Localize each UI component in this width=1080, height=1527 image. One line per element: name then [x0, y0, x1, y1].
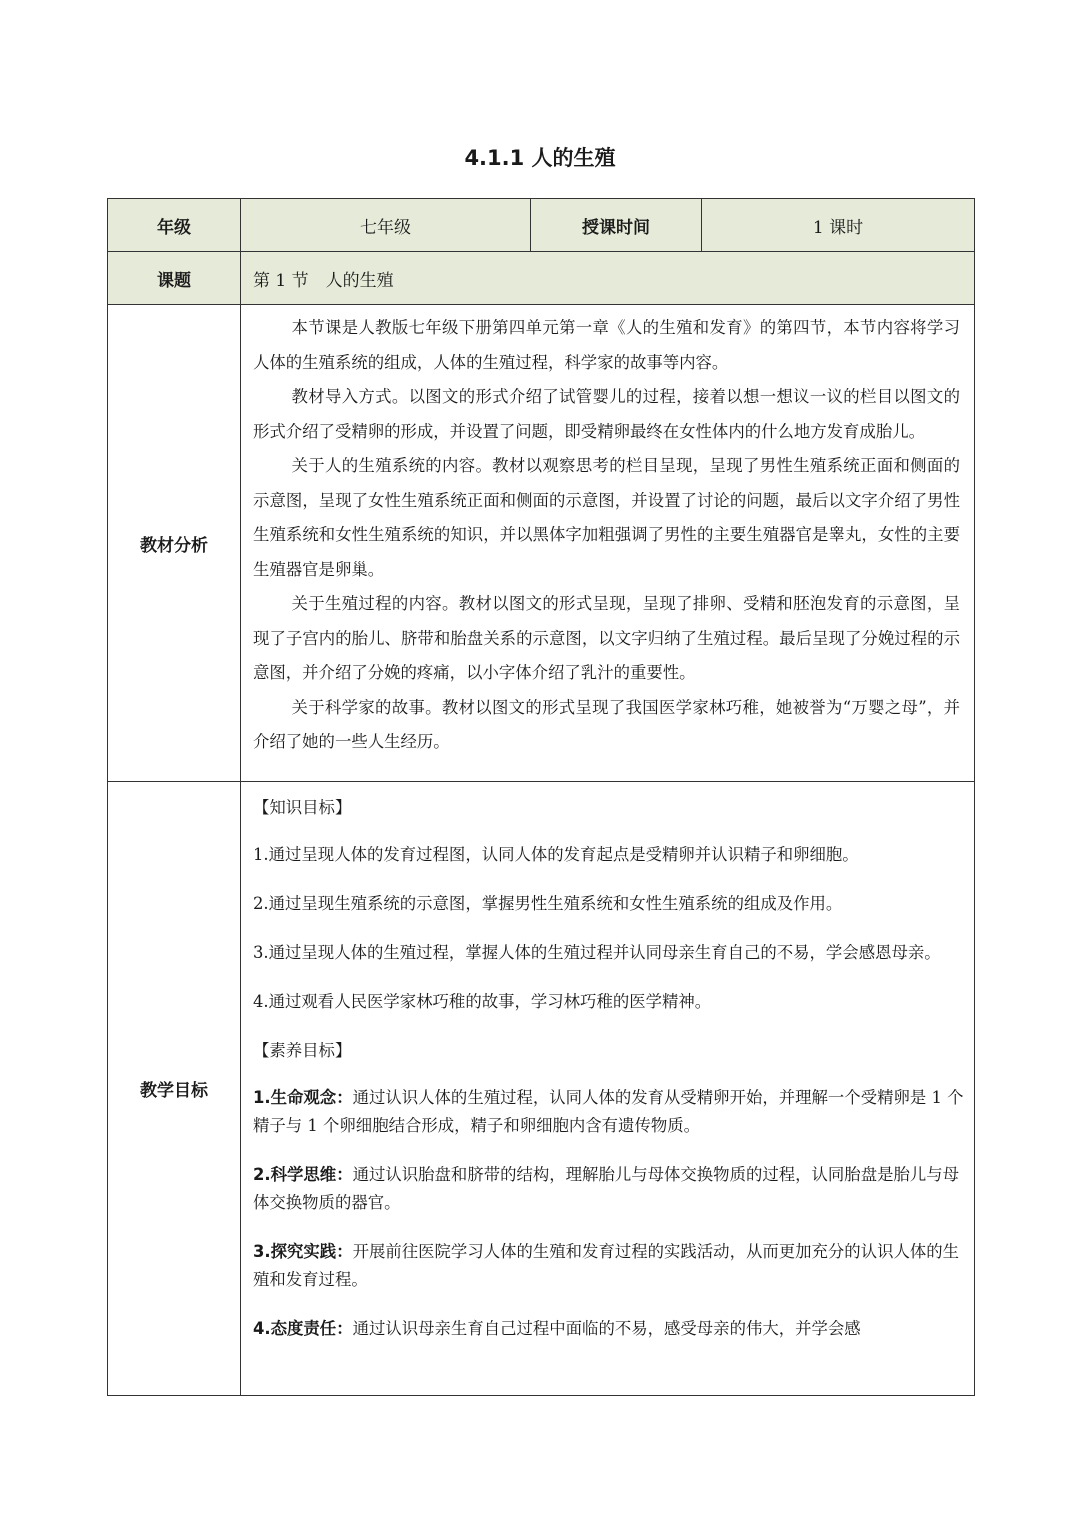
goals-content: [241, 782, 975, 1396]
literacy-goal-text: 通过认识胎盘和脐带的结构，理解胎儿与母体交换物质的过程，认同胎盘是胎儿与母体交换物质的器官。: [253, 1165, 960, 1212]
class-time-label: 授课时间: [531, 199, 702, 252]
grade-value: 七年级: [241, 199, 531, 252]
class-time-value: 1 课时: [702, 199, 975, 252]
literacy-goal-term: 1.生命观念：: [253, 1088, 353, 1107]
knowledge-goals-heading: 【知识目标】: [253, 798, 352, 817]
literacy-goal-term: 2.科学思维：: [253, 1165, 353, 1184]
literacy-goal-item: [253, 1315, 966, 1343]
goals-row: [108, 782, 975, 1396]
literacy-goal-text: 开展前往医院学习人体的生殖和发育过程的实践活动，从而更加充分的认识人体的生殖和发育过程。: [253, 1242, 960, 1289]
topic-value: 第 1 节 人的生殖: [241, 252, 975, 305]
literacy-goal-text: 通过认识人体的生殖过程，认同人体的发育从受精卵开始，并理解一个受精卵是 1 个精子与 1 个卵细胞结合形成，精子和卵细胞内含有遗传物质。: [253, 1088, 964, 1135]
header-row: [108, 199, 975, 252]
literacy-goal-item: [253, 1084, 966, 1140]
analysis-paragraph: 关于生殖过程的内容。教材以图文的形式呈现，呈现了排卵、受精和胚泡发育的示意图，呈现了子宫内的胎儿、脐带和胎盘关系的示意图，以文字归纳了生殖过程。最后呈现了分娩过程的示意图，并介绍了分娩的疼痛，以小字体介绍了乳汁的重要性。: [253, 594, 960, 682]
literacy-goal-item: [253, 1161, 966, 1217]
analysis-paragraph: 关于科学家的故事。教材以图文的形式呈现了我国医学家林巧稚，她被誉为“万婴之母”，并介绍了她的一些人生经历。: [253, 697, 960, 751]
grade-label: 年级: [108, 199, 241, 252]
knowledge-goal-item: 1.通过呈现人体的发育过程图，认同人体的发育起点是受精卵并认识精子和卵细胞。: [253, 845, 859, 864]
knowledge-goal-item: 2.通过呈现生殖系统的示意图，掌握男性生殖系统和女性生殖系统的组成及作用。: [253, 894, 843, 913]
literacy-goal-term: 4.态度责任：: [253, 1319, 353, 1338]
analysis-row: [108, 305, 975, 782]
literacy-goal-term: 3.探究实践：: [253, 1242, 353, 1261]
knowledge-goal-item: 4.通过观看人民医学家林巧稚的故事，学习林巧稚的医学精神。: [253, 992, 712, 1011]
lesson-plan-table: [107, 198, 975, 1396]
page-title: 4.1.1 人的生殖: [464, 146, 616, 170]
analysis-paragraph: 关于人的生殖系统的内容。教材以观察思考的栏目呈现，呈现了男性生殖系统正面和侧面的示意图，呈现了女性生殖系统正面和侧面的示意图，并设置了讨论的问题，最后以文字介绍了男性生殖系统和女性生殖系统的知识，并以黑体字加粗强调了男性的主要生殖器官是睾丸，女性的主要生殖器官是卵巢。: [253, 456, 960, 579]
analysis-content: [241, 305, 975, 782]
analysis-label: 教材分析: [108, 305, 241, 782]
knowledge-goal-item: 3.通过呈现人体的生殖过程，掌握人体的生殖过程并认同母亲生育自己的不易，学会感恩母亲。: [253, 943, 941, 962]
literacy-goal-text: 通过认识母亲生育自己过程中面临的不易，感受母亲的伟大，并学会感: [352, 1319, 861, 1338]
topic-row: [108, 252, 975, 305]
literacy-goal-item: [253, 1238, 966, 1294]
analysis-paragraph: 本节课是人教版七年级下册第四单元第一章《人的生殖和发育》的第四节，本节内容将学习人体的生殖系统的组成，人体的生殖过程，科学家的故事等内容。: [253, 318, 960, 372]
topic-label: 课题: [108, 252, 241, 305]
analysis-paragraph: 教材导入方式。以图文的形式介绍了试管婴儿的过程，接着以想一想议一议的栏目以图文的形式介绍了受精卵的形成，并设置了问题，即受精卵最终在女性体内的什么地方发育成胎儿。: [253, 387, 960, 441]
literacy-goals-heading: 【素养目标】: [253, 1041, 352, 1060]
goals-label: 教学目标: [108, 782, 241, 1396]
